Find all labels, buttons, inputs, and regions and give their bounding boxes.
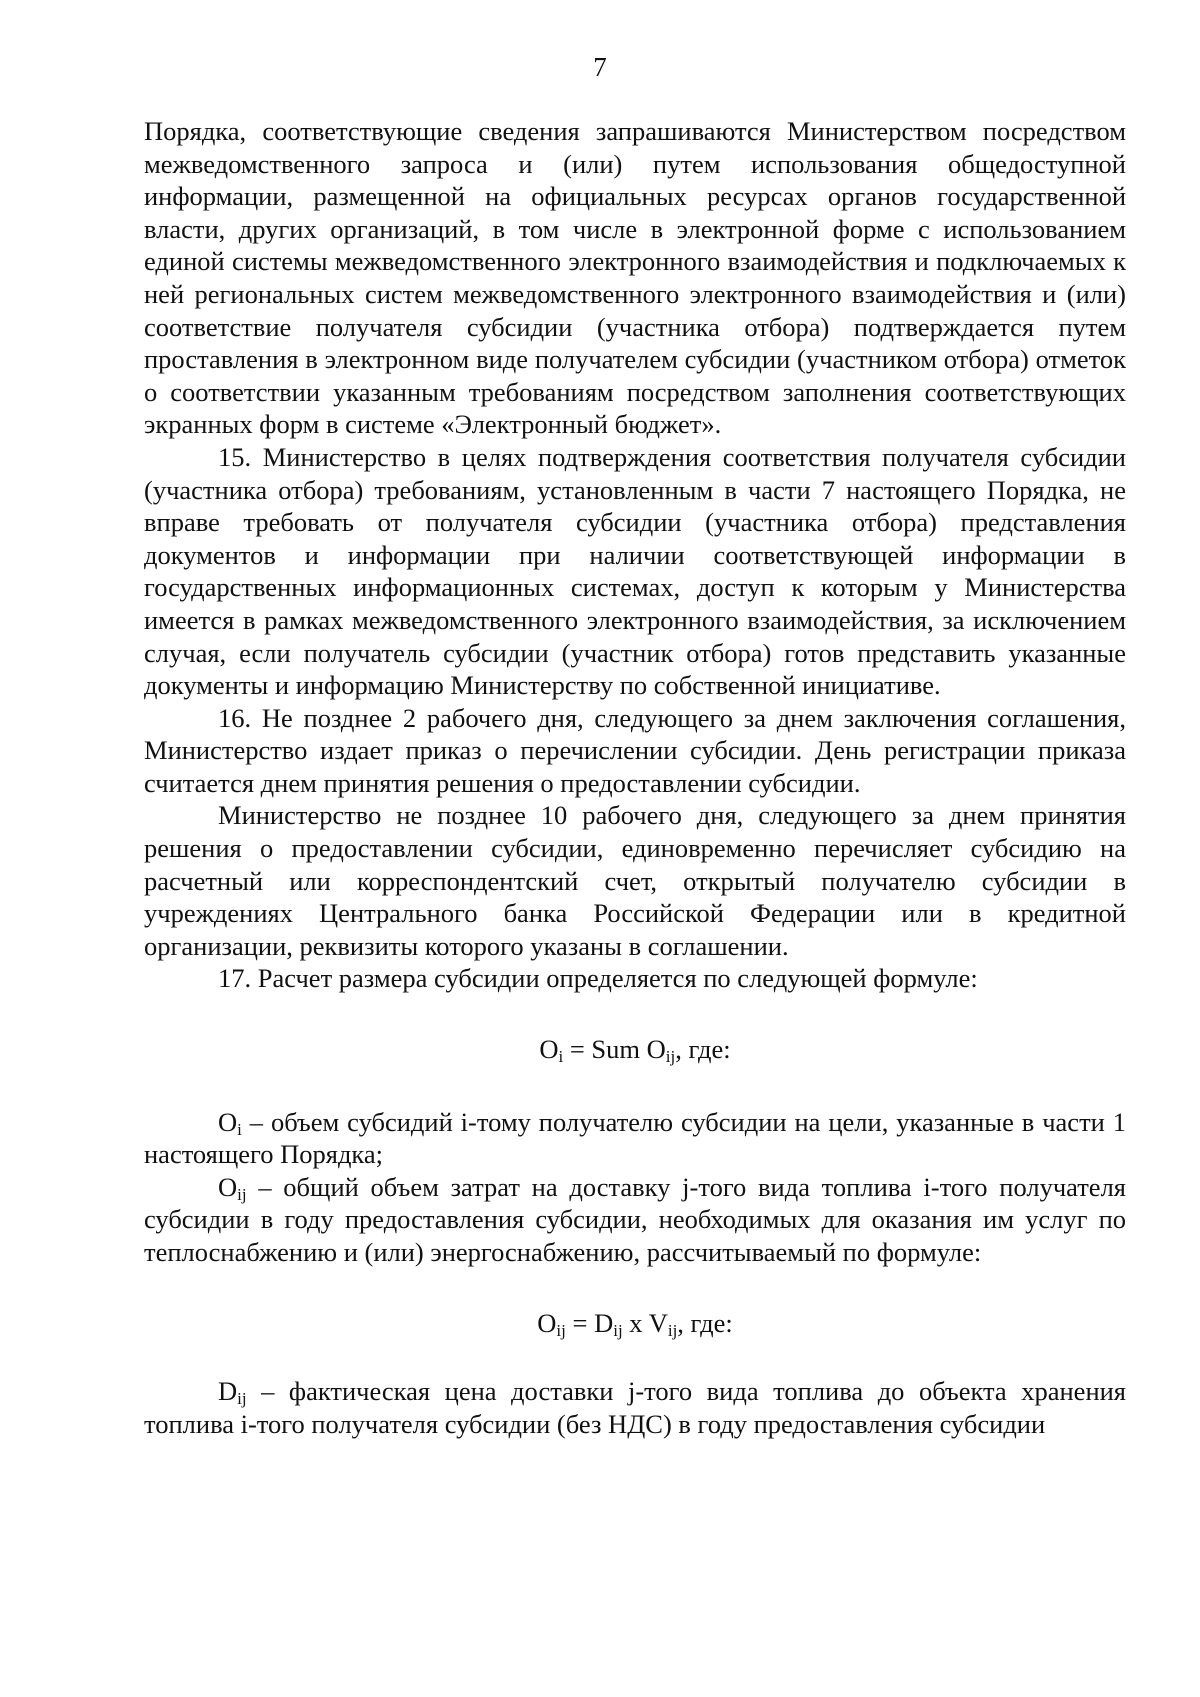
formula2-o-subscript: ij xyxy=(556,1320,566,1340)
formula-cost xyxy=(144,1307,1126,1340)
formula2-v-symbol: x V xyxy=(622,1307,668,1338)
formula2-tail: , где: xyxy=(677,1307,733,1338)
formula2-d-symbol: = D xyxy=(565,1307,614,1338)
formula-sum-operator: = Sum O xyxy=(563,1034,666,1065)
page-number: 7 xyxy=(593,52,607,82)
formula-oi-symbol: O xyxy=(539,1034,559,1065)
formula2-o-symbol: O xyxy=(537,1307,557,1338)
formula-tail: , где: xyxy=(675,1034,731,1065)
definition-dij-text: – фактическая цена доставки j-того вида топлива до объекта хранения топлива i-того получателя субсидии (без НДС) в году предоставления субсидии xyxy=(144,1376,1126,1439)
definition-oi xyxy=(144,1106,1126,1171)
definition-oij-text: – общий объем затрат на доставку j-того вида топлива i-того получателя субсидии в году предоставления субсидии, необходимых для оказания им услуг по теплоснабжению и (или) энергоснабжению, рассчитываемый по формуле: xyxy=(144,1171,1126,1267)
definition-oi-subscript: i xyxy=(237,1119,242,1139)
formula2-d-subscript: ij xyxy=(613,1320,623,1340)
paragraph-17: 17. Расчет размера субсидии определяется по следующей формуле: xyxy=(218,963,978,994)
paragraph-continuation: Порядка, соответствующие сведения запрашиваются Министерством посредством межведомственного запроса и (или) путем использования общедоступной информации, размещенной на официальных ресурсах органов государственной власти, других организаций, в том числе в электронной форме с использованием единой системы межведомственного электронного взаимодействия и подключаемых к ней региональных систем межведомственного электронного взаимодействия и (или) соответствие получателя субсидии (участника отбора) подтверждается путем проставления в электронном виде получателем субсидии (участником отбора) отметок о соответствии указанным требованиям посредством заполнения соответствующих экранных форм в системе «Электронный бюджет». xyxy=(144,116,1126,440)
definition-dij xyxy=(144,1375,1126,1440)
definition-oij-symbol: O xyxy=(218,1171,238,1202)
definition-dij-symbol: D xyxy=(218,1376,238,1407)
definition-dij-subscript: ij xyxy=(237,1389,247,1409)
formula-oi-subscript: i xyxy=(558,1047,564,1067)
definition-oi-symbol: O xyxy=(218,1106,238,1137)
formula-oij-subscript: ij xyxy=(665,1047,676,1067)
formula-subsidy-total xyxy=(144,1033,1126,1066)
paragraph-15: 15. Министерство в целях подтверждения соответствия получателя субсидии (участника отбора) требованиям, установленным в части 7 настоящего Порядка, не вправе требовать от получателя субсидии (участника отбора) представления документов и информации при наличии соответствующей информации в государственных информационных системах, доступ к которым у Министерства имеется в рамках межведомственного электронного взаимодействия, за исключением случая, если получатель субсидии (участник отбора) готов представить указанные документы и информацию Министерству по собственной инициативе. xyxy=(144,441,1126,701)
definition-oij xyxy=(144,1171,1126,1269)
formula2-v-subscript: ij xyxy=(667,1320,678,1340)
paragraph-16: 16. Не позднее 2 рабочего дня, следующего за днем заключения соглашения, Министерство издает приказ о перечислении субсидии. День регистрации приказа считается днем принятия решения о предоставлении субсидии. xyxy=(144,702,1126,798)
definition-oij-subscript: ij xyxy=(237,1184,247,1204)
document-body xyxy=(144,115,1126,1440)
paragraph-16-transfer: Министерство не позднее 10 рабочего дня, следующего за днем принятия решения о предоставлении субсидии, единовременно перечисляет субсидию на расчетный или корреспондентский счет, открытый получателю субсидии в учреждениях Центрального банка Российской Федерации или в кредитной организации, реквизиты которого указаны в соглашении. xyxy=(144,800,1126,961)
definition-oi-text: – объем субсидий i-тому получателю субсидии на цели, указанные в части 1 настоящего Порядка; xyxy=(144,1106,1126,1170)
